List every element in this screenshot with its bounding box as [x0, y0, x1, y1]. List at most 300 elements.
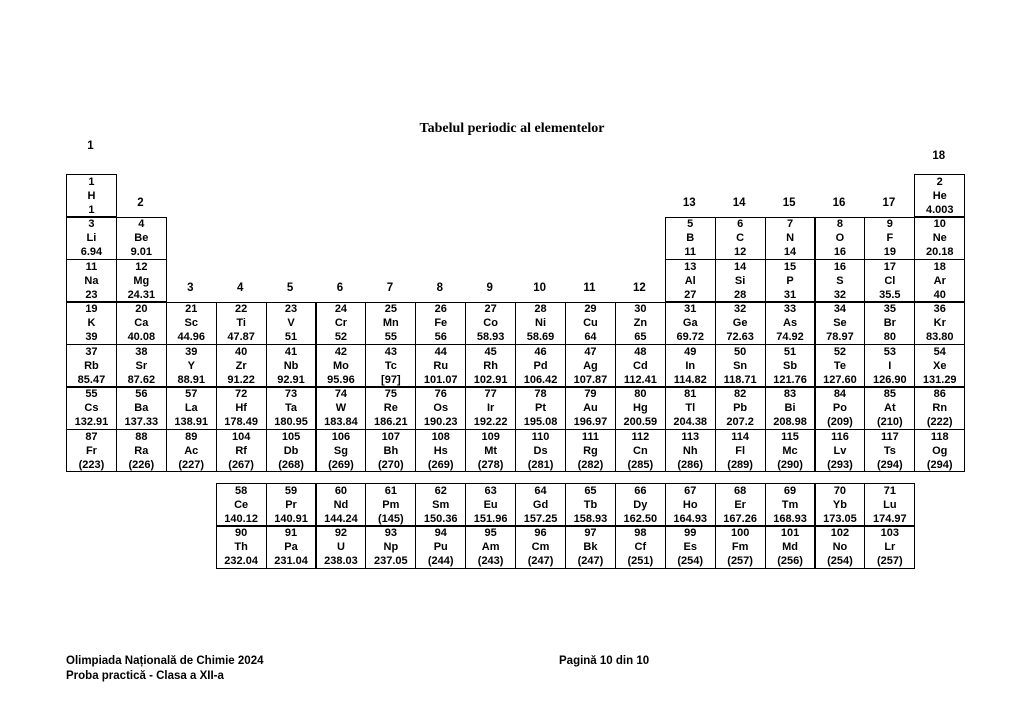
element-symbol: Ra	[134, 444, 149, 457]
element-symbol: Sb	[783, 359, 798, 372]
atomic-number: 30	[634, 303, 647, 316]
element-symbol: Ni	[535, 317, 547, 330]
atomic-mass: 137.33	[124, 416, 159, 429]
element-symbol: Ga	[682, 317, 698, 330]
element-cell-cu	[565, 302, 616, 345]
atomic-number: 34	[833, 303, 847, 316]
atomic-mass: 16	[833, 246, 847, 259]
atomic-mass: 151.96	[473, 512, 508, 525]
atomic-mass: 114.82	[673, 373, 707, 386]
atomic-mass: 23	[85, 288, 98, 301]
atomic-number: 108	[431, 430, 450, 443]
element-symbol: No	[832, 541, 848, 554]
element-symbol: Se	[833, 317, 847, 330]
element-cell-fl	[715, 429, 766, 472]
atomic-number: 14	[734, 260, 747, 273]
group-number-10: 10	[533, 282, 546, 294]
atomic-number: 97	[584, 527, 597, 540]
group-number-18: 18	[932, 150, 946, 162]
element-cell-zn	[615, 302, 666, 345]
element-symbol: Tl	[685, 402, 696, 415]
atomic-mass: (294)	[926, 458, 953, 471]
element-symbol: Tm	[781, 498, 799, 511]
element-cell-ho	[665, 483, 716, 526]
element-cell-lv	[815, 429, 866, 472]
element-cell-cl	[864, 259, 915, 302]
group-number-13: 13	[682, 197, 696, 209]
element-symbol: Lv	[833, 444, 847, 457]
atomic-mass: (210)	[876, 416, 903, 429]
atomic-number: 118	[930, 430, 949, 443]
atomic-number: 115	[781, 430, 799, 443]
element-cell-xe	[914, 344, 965, 387]
element-symbol: Ta	[285, 402, 298, 415]
atomic-mass: 52	[334, 331, 348, 344]
element-symbol: Ar	[933, 274, 946, 287]
group-number-17: 17	[882, 197, 896, 209]
atomic-number: 113	[681, 430, 700, 443]
element-cell-md	[765, 526, 816, 569]
element-symbol: Zr	[235, 359, 247, 372]
element-symbol: Ir	[486, 402, 495, 415]
atomic-mass: 174.97	[873, 512, 907, 525]
element-symbol: V	[287, 317, 295, 330]
atomic-mass: (282)	[577, 458, 604, 471]
element-cell-li	[66, 217, 117, 260]
element-symbol: P	[786, 274, 794, 287]
element-cell-tc	[365, 344, 416, 387]
element-cell-sm	[415, 483, 466, 526]
group-number-4: 4	[236, 282, 244, 294]
atomic-number: 67	[684, 484, 697, 497]
element-symbol: As	[783, 317, 798, 330]
element-cell-sn	[715, 344, 766, 387]
element-symbol: At	[884, 402, 896, 415]
atomic-mass: 101.07	[423, 373, 458, 386]
atomic-number: 117	[880, 430, 899, 443]
page-title: Tabelul periodic al elementelor	[419, 121, 605, 136]
element-cell-u	[316, 526, 367, 569]
atomic-number: 25	[384, 303, 397, 316]
atomic-number: 102	[830, 527, 850, 540]
atomic-mass: 102.91	[473, 373, 508, 386]
element-cell-b	[665, 217, 716, 260]
footer-olympiad: Olimpiada Națională de Chimie 2024	[66, 655, 264, 667]
element-symbol: Hf	[235, 402, 247, 415]
element-symbol: Ce	[234, 498, 249, 511]
atomic-number: 116	[831, 430, 849, 443]
atomic-mass: (270)	[377, 458, 404, 471]
atomic-mass: 131.29	[922, 373, 957, 386]
element-symbol: Sc	[184, 317, 198, 330]
atomic-mass: (223)	[78, 458, 105, 471]
element-symbol: Cl	[884, 274, 896, 287]
atomic-number: 94	[434, 527, 447, 540]
element-symbol: Sr	[135, 359, 148, 372]
element-cell-p	[765, 259, 816, 302]
element-symbol: Cn	[633, 444, 648, 457]
atomic-mass: 58.69	[526, 331, 555, 344]
element-cell-pa	[266, 526, 317, 569]
element-cell-yb	[815, 483, 866, 526]
element-cell-re	[365, 387, 416, 430]
element-cell-be	[116, 217, 167, 260]
atomic-number: 36	[933, 303, 946, 316]
element-symbol: F	[886, 232, 894, 245]
atomic-mass: 107.87	[573, 373, 608, 386]
element-symbol: Lr	[884, 541, 896, 554]
element-cell-ga	[665, 302, 716, 345]
atomic-mass: 238.03	[324, 555, 358, 568]
atomic-number: 83	[783, 388, 797, 401]
atomic-mass: (226)	[128, 458, 155, 471]
element-cell-cn	[615, 429, 666, 472]
element-cell-zr	[216, 344, 267, 387]
element-cell-o	[815, 217, 866, 260]
element-symbol: Pd	[533, 359, 548, 372]
element-cell-mc	[765, 429, 816, 472]
element-symbol: C	[736, 232, 745, 245]
element-symbol: Ca	[134, 317, 149, 330]
element-symbol: Pt	[535, 402, 547, 415]
atomic-mass: 55	[384, 331, 397, 344]
element-symbol: Ag	[583, 359, 598, 372]
element-cell-os	[415, 387, 466, 430]
element-cell-lu	[864, 483, 915, 526]
atomic-mass: (254)	[827, 555, 853, 568]
element-cell-np	[365, 526, 416, 569]
atomic-mass: 237.05	[374, 555, 408, 568]
atomic-mass: (209)	[827, 416, 853, 429]
atomic-number: 70	[833, 484, 847, 497]
element-cell-ts	[864, 429, 915, 472]
atomic-mass: (257)	[727, 555, 753, 568]
atomic-mass: 95.96	[327, 373, 355, 386]
atomic-number: 39	[185, 345, 198, 358]
atomic-number: 86	[933, 388, 946, 401]
atomic-number: 79	[584, 388, 597, 401]
atomic-number: 33	[783, 303, 797, 316]
atomic-number: 45	[484, 345, 497, 358]
atomic-mass: 157.25	[523, 512, 558, 525]
element-cell-ge	[715, 302, 766, 345]
atomic-mass: 32	[833, 288, 847, 301]
element-symbol: Rn	[932, 402, 948, 415]
element-cell-ta	[266, 387, 317, 430]
atomic-mass: 24.31	[127, 288, 156, 301]
atomic-number: 43	[384, 345, 397, 358]
element-symbol: Co	[483, 317, 498, 330]
element-symbol: Lu	[883, 498, 897, 511]
element-symbol: Cm	[531, 541, 550, 554]
atomic-mass: 92.91	[277, 373, 305, 386]
atomic-number: 57	[185, 388, 198, 401]
atomic-number: 2	[936, 175, 943, 188]
atomic-number: 15	[783, 260, 797, 273]
element-cell-he	[914, 174, 965, 217]
atomic-mass: 72.63	[726, 331, 754, 344]
atomic-mass: (294)	[876, 458, 903, 471]
element-cell-cd	[615, 344, 666, 387]
element-symbol: Rb	[84, 359, 99, 372]
element-symbol: Th	[234, 541, 248, 554]
atomic-number: 52	[833, 345, 847, 358]
atomic-number: 103	[880, 527, 900, 540]
element-symbol: S	[836, 274, 844, 287]
atomic-mass: 6.94	[80, 246, 103, 259]
element-cell-hg	[615, 387, 666, 430]
atomic-mass: 180.95	[274, 416, 308, 429]
atomic-mass: (256)	[777, 555, 803, 568]
element-symbol: Np	[383, 541, 399, 554]
element-symbol: Rg	[583, 444, 598, 457]
atomic-number: 110	[531, 430, 550, 443]
atomic-number: 58	[235, 484, 248, 497]
element-cell-am	[465, 526, 516, 569]
atomic-mass: 83.80	[925, 331, 954, 344]
element-symbol: Tb	[583, 498, 598, 511]
atomic-number: 11	[85, 260, 98, 273]
atomic-mass: 167.26	[723, 512, 757, 525]
atomic-mass: 140.12	[224, 512, 258, 525]
element-symbol: U	[336, 541, 345, 554]
atomic-number: 69	[783, 484, 797, 497]
atomic-number: 72	[235, 388, 248, 401]
atomic-number: 82	[734, 388, 747, 401]
element-symbol: Si	[734, 274, 746, 287]
atomic-number: 112	[631, 430, 650, 443]
atomic-number: 46	[534, 345, 547, 358]
atomic-mass: 164.93	[673, 512, 708, 525]
atomic-number: 1	[88, 175, 95, 188]
element-cell-cr	[316, 302, 367, 345]
element-symbol: Pm	[382, 498, 400, 511]
atomic-mass: 80	[883, 331, 896, 344]
element-symbol: O	[835, 232, 845, 245]
element-symbol: Pa	[284, 541, 298, 554]
atomic-mass: (251)	[627, 555, 654, 568]
atomic-mass: (244)	[427, 555, 454, 568]
atomic-number: 76	[434, 388, 447, 401]
group-number-16: 16	[832, 197, 846, 209]
group-number-3: 3	[187, 282, 194, 294]
atomic-number: 77	[484, 388, 497, 401]
atomic-number: 74	[334, 388, 348, 401]
atomic-mass: 51	[284, 331, 298, 344]
atomic-number: 31	[684, 303, 697, 316]
atomic-mass: (290)	[777, 458, 803, 471]
element-symbol: Os	[433, 402, 449, 415]
atomic-number: 50	[734, 345, 747, 358]
element-cell-hf	[216, 387, 267, 430]
atomic-mass: 126.90	[873, 373, 907, 386]
atomic-number: 65	[584, 484, 597, 497]
element-symbol: Tc	[384, 359, 397, 372]
element-symbol: Ac	[184, 444, 199, 457]
atomic-number: 91	[284, 527, 298, 540]
atomic-number: 9	[886, 218, 893, 231]
atomic-number: 29	[584, 303, 597, 316]
element-symbol: Br	[883, 317, 896, 330]
element-symbol: Hg	[633, 402, 648, 415]
atomic-mass: 186.21	[374, 416, 408, 429]
element-cell-c	[715, 217, 766, 260]
element-symbol: Er	[734, 498, 746, 511]
element-cell-in	[665, 344, 716, 387]
element-cell-rb	[66, 344, 117, 387]
element-cell-kr	[914, 302, 965, 345]
element-symbol: Zn	[633, 317, 648, 330]
atomic-mass: 14	[783, 246, 797, 259]
atomic-mass: 208.98	[773, 416, 807, 429]
element-cell-mo	[316, 344, 367, 387]
element-symbol: Al	[684, 274, 696, 287]
atomic-number: 41	[284, 345, 298, 358]
footer-test: Proba practică - Clasa a XII-a	[66, 670, 224, 682]
atomic-number: 66	[634, 484, 647, 497]
element-symbol: Cu	[583, 317, 598, 330]
element-cell-ca	[116, 302, 167, 345]
atomic-mass: 47.87	[227, 331, 255, 344]
atomic-mass: 196.97	[573, 416, 608, 429]
element-symbol: Mo	[333, 359, 349, 372]
element-cell-er	[715, 483, 766, 526]
group-number-1: 1	[87, 140, 94, 152]
element-cell-fr	[66, 429, 117, 472]
element-symbol: La	[184, 402, 198, 415]
atomic-number: 64	[534, 484, 547, 497]
element-symbol: Xe	[933, 359, 947, 372]
atomic-mass: 35.5	[879, 288, 901, 301]
atomic-mass: (269)	[328, 458, 354, 471]
atomic-mass: 192.22	[473, 416, 508, 429]
atomic-number: 104	[231, 430, 251, 443]
element-cell-bi	[765, 387, 816, 430]
element-symbol: Yb	[832, 498, 847, 511]
element-symbol: Fe	[434, 317, 448, 330]
atomic-number: 17	[883, 260, 896, 273]
atomic-number: 13	[684, 260, 697, 273]
element-symbol: Ru	[433, 359, 449, 372]
element-cell-nb	[266, 344, 317, 387]
element-symbol: Cd	[633, 359, 648, 372]
atomic-number: 107	[381, 430, 401, 443]
atomic-number: 7	[786, 218, 794, 231]
atomic-mass: 11	[684, 246, 697, 259]
element-symbol: Ti	[236, 317, 246, 330]
element-cell-ru	[415, 344, 466, 387]
element-cell-nd	[316, 483, 367, 526]
element-cell-br	[864, 302, 915, 345]
atomic-mass: 183.84	[324, 416, 358, 429]
atomic-mass: 106.42	[523, 373, 558, 386]
atomic-number: 28	[534, 303, 547, 316]
atomic-number: 12	[135, 260, 148, 273]
element-symbol: Eu	[483, 498, 498, 511]
atomic-number: 38	[135, 345, 148, 358]
atomic-mass: 88.91	[177, 373, 205, 386]
atomic-number: 96	[534, 527, 547, 540]
atomic-number: 111	[581, 430, 600, 443]
atomic-mass: 58.93	[476, 331, 505, 344]
atomic-mass: 64	[584, 331, 597, 344]
group-number-7: 7	[386, 282, 394, 294]
element-symbol: H	[87, 189, 96, 202]
group-number-14: 14	[732, 197, 746, 209]
group-number-9: 9	[486, 282, 493, 294]
atomic-number: 59	[284, 484, 298, 497]
element-symbol: Md	[782, 541, 798, 554]
atomic-number: 87	[85, 430, 98, 443]
atomic-number: 56	[135, 388, 148, 401]
element-symbol: Am	[481, 541, 500, 554]
group-number-8: 8	[436, 282, 443, 294]
element-symbol: Nh	[682, 444, 698, 457]
atomic-mass: (286)	[677, 458, 704, 471]
element-cell-no	[815, 526, 866, 569]
atomic-mass: 20.18	[925, 246, 954, 259]
atomic-number: 6	[737, 218, 744, 231]
atomic-mass: (285)	[627, 458, 654, 471]
atomic-mass: (267)	[228, 458, 254, 471]
element-cell-cf	[615, 526, 666, 569]
atomic-number: 32	[734, 303, 747, 316]
atomic-number: 54	[933, 345, 946, 358]
atomic-number: 114	[731, 430, 749, 443]
element-cell-rn	[914, 387, 965, 430]
element-cell-pd	[515, 344, 566, 387]
atomic-mass: 158.93	[573, 512, 608, 525]
atomic-mass: (243)	[477, 555, 504, 568]
group-number-5: 5	[286, 282, 294, 294]
atomic-number: 98	[634, 527, 647, 540]
element-symbol: Bi	[784, 402, 796, 415]
element-symbol: Be	[134, 232, 149, 245]
element-cell-y	[166, 344, 217, 387]
atomic-number: 85	[883, 388, 896, 401]
element-symbol: Au	[583, 402, 598, 415]
element-cell-la	[166, 387, 217, 430]
atomic-number: 62	[434, 484, 447, 497]
element-symbol: Bk	[583, 541, 598, 554]
atomic-number: 93	[384, 527, 397, 540]
atomic-mass: 85.47	[77, 373, 106, 386]
atomic-number: 89	[185, 430, 198, 443]
element-symbol: Rh	[483, 359, 498, 372]
atomic-number: 48	[634, 345, 647, 358]
atomic-mass: (247)	[527, 555, 554, 568]
atomic-mass: 40.08	[127, 331, 156, 344]
atomic-mass: 200.59	[623, 416, 658, 429]
element-cell-ac	[166, 429, 217, 472]
atomic-number: 92	[334, 527, 348, 540]
element-symbol: Ba	[134, 402, 149, 415]
element-cell-pt	[515, 387, 566, 430]
group-number-15: 15	[782, 197, 796, 209]
element-cell-mt	[465, 429, 516, 472]
element-cell-es	[665, 526, 716, 569]
element-cell-sb	[765, 344, 816, 387]
element-cell-eu	[465, 483, 516, 526]
element-cell-ni	[515, 302, 566, 345]
element-cell-rf	[216, 429, 267, 472]
element-symbol: He	[932, 189, 947, 202]
atomic-number: 55	[85, 388, 98, 401]
element-cell-ar	[914, 259, 965, 302]
atomic-number: 63	[484, 484, 497, 497]
element-cell-s	[815, 259, 866, 302]
atomic-number: 78	[534, 388, 547, 401]
